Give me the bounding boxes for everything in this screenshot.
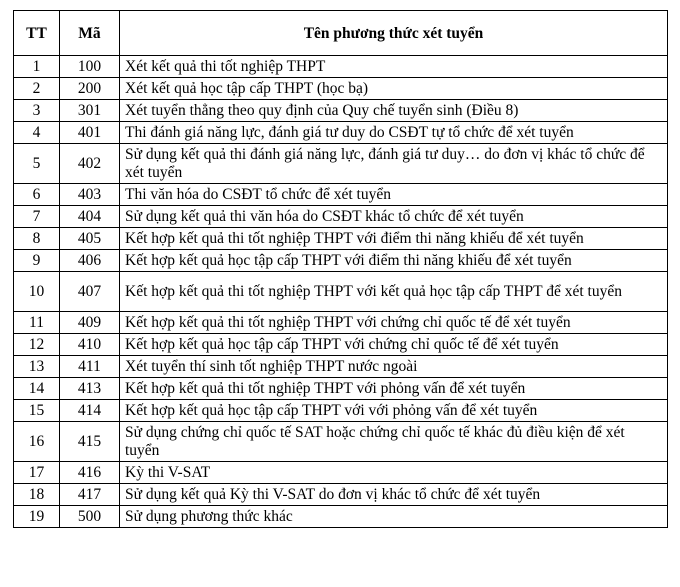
table-row: [14, 400, 668, 422]
cell-ma: 409: [60, 312, 120, 334]
cell-tt: 9: [14, 250, 60, 272]
table-row: [14, 272, 668, 312]
cell-name: Sử dụng phương thức khác: [120, 506, 668, 528]
cell-tt: 14: [14, 378, 60, 400]
table-row: [14, 206, 668, 228]
cell-ma: 417: [60, 484, 120, 506]
cell-ma: 416: [60, 462, 120, 484]
cell-name: Kết hợp kết quả học tập cấp THPT với điểm thi năng khiếu để xét tuyển: [120, 250, 668, 272]
cell-tt: 8: [14, 228, 60, 250]
table-row: [14, 122, 668, 144]
table-row: [14, 144, 668, 184]
cell-ma: 405: [60, 228, 120, 250]
table-row: [14, 378, 668, 400]
cell-ma: 500: [60, 506, 120, 528]
cell-tt: 1: [14, 56, 60, 78]
cell-name: Xét kết quả học tập cấp THPT (học bạ): [120, 78, 668, 100]
cell-name: Xét kết quả thi tốt nghiệp THPT: [120, 56, 668, 78]
cell-ma: 401: [60, 122, 120, 144]
cell-ma: 402: [60, 144, 120, 184]
cell-tt: 13: [14, 356, 60, 378]
cell-ma: 100: [60, 56, 120, 78]
cell-name: Thi văn hóa do CSĐT tổ chức để xét tuyển: [120, 184, 668, 206]
cell-name: Kết hợp kết quả học tập cấp THPT với chứng chỉ quốc tế để xét tuyển: [120, 334, 668, 356]
table-row: [14, 334, 668, 356]
cell-ma: 407: [60, 272, 120, 312]
header-ma: Mã: [60, 11, 120, 56]
cell-ma: 415: [60, 422, 120, 462]
table-row: [14, 250, 668, 272]
cell-tt: 11: [14, 312, 60, 334]
cell-name: Kết hợp kết quả thi tốt nghiệp THPT với kết quả học tập cấp THPT để xét tuyển: [120, 272, 668, 312]
table-row: [14, 184, 668, 206]
table-row: [14, 56, 668, 78]
table-row: [14, 356, 668, 378]
table-row: [14, 506, 668, 528]
cell-ma: 200: [60, 78, 120, 100]
cell-tt: 5: [14, 144, 60, 184]
cell-ma: 414: [60, 400, 120, 422]
cell-tt: 10: [14, 272, 60, 312]
cell-name: Kết hợp kết quả thi tốt nghiệp THPT với chứng chỉ quốc tế để xét tuyển: [120, 312, 668, 334]
cell-tt: 6: [14, 184, 60, 206]
cell-ma: 403: [60, 184, 120, 206]
cell-ma: 404: [60, 206, 120, 228]
admission-methods-table: [13, 10, 668, 528]
cell-name: Kết hợp kết quả học tập cấp THPT với với phỏng vấn để xét tuyển: [120, 400, 668, 422]
cell-name: Xét tuyển thẳng theo quy định của Quy chế tuyển sinh (Điều 8): [120, 100, 668, 122]
cell-tt: 2: [14, 78, 60, 100]
table-row: [14, 462, 668, 484]
table-row: [14, 78, 668, 100]
table-row: [14, 484, 668, 506]
cell-tt: 16: [14, 422, 60, 462]
header-name: Tên phương thức xét tuyển: [120, 11, 668, 56]
table-row: [14, 422, 668, 462]
table-header-row: [14, 11, 668, 56]
cell-tt: 19: [14, 506, 60, 528]
cell-name: Sử dụng kết quả thi văn hóa do CSĐT khác tổ chức để xét tuyển: [120, 206, 668, 228]
cell-tt: 18: [14, 484, 60, 506]
cell-name: Thi đánh giá năng lực, đánh giá tư duy do CSĐT tự tổ chức để xét tuyển: [120, 122, 668, 144]
cell-tt: 7: [14, 206, 60, 228]
cell-ma: 413: [60, 378, 120, 400]
table-row: [14, 312, 668, 334]
cell-ma: 301: [60, 100, 120, 122]
cell-tt: 15: [14, 400, 60, 422]
cell-name: Kỳ thi V-SAT: [120, 462, 668, 484]
cell-tt: 12: [14, 334, 60, 356]
cell-name: Kết hợp kết quả thi tốt nghiệp THPT với phỏng vấn để xét tuyển: [120, 378, 668, 400]
table-row: [14, 228, 668, 250]
cell-name: Sử dụng kết quả Kỳ thi V-SAT do đơn vị khác tổ chức để xét tuyển: [120, 484, 668, 506]
cell-name: Kết hợp kết quả thi tốt nghiệp THPT với điểm thi năng khiếu để xét tuyển: [120, 228, 668, 250]
cell-tt: 3: [14, 100, 60, 122]
table-row: [14, 100, 668, 122]
cell-tt: 4: [14, 122, 60, 144]
header-tt: TT: [14, 11, 60, 56]
cell-tt: 17: [14, 462, 60, 484]
cell-ma: 410: [60, 334, 120, 356]
cell-name: Xét tuyển thí sinh tốt nghiệp THPT nước ngoài: [120, 356, 668, 378]
cell-ma: 406: [60, 250, 120, 272]
cell-ma: 411: [60, 356, 120, 378]
cell-name: Sử dụng chứng chỉ quốc tế SAT hoặc chứng chỉ quốc tế khác đủ điều kiện để xét tuyển: [120, 422, 668, 462]
cell-name: Sử dụng kết quả thi đánh giá năng lực, đánh giá tư duy… do đơn vị khác tổ chức để xét tuyển: [120, 144, 668, 184]
